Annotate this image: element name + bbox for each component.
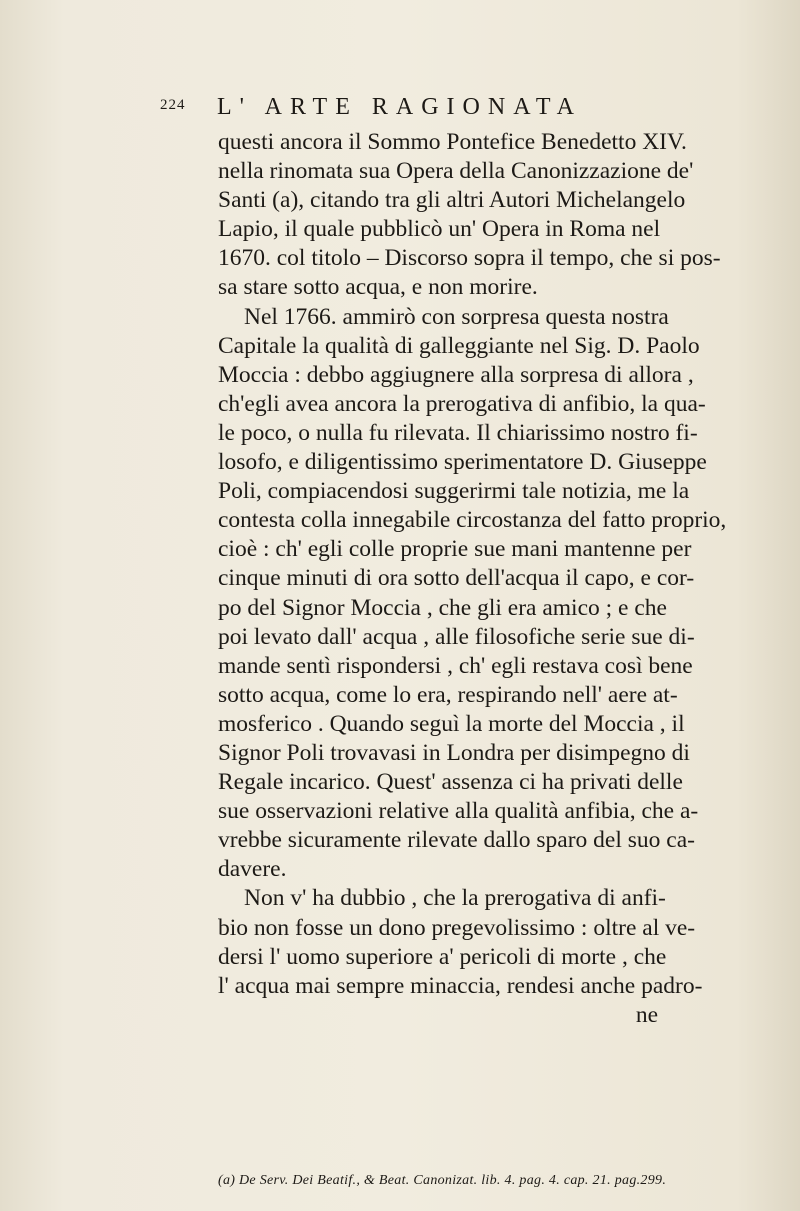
body-line: cioè : ch' egli colle proprie sue mani mantenne per	[218, 536, 692, 563]
body-line: dersi l' uomo superiore a' pericoli di morte , che	[218, 943, 667, 970]
body-line: bio non fosse un dono pregevolissimo : oltre al ve-	[218, 914, 696, 941]
body-line: sotto acqua, come lo era, respirando nell' aere at-	[218, 681, 678, 708]
body-line: ne	[635, 1001, 658, 1028]
body-line: Regale incarico. Quest' assenza ci ha privati delle	[218, 769, 683, 796]
body-line: poi levato dall' acqua , alle filosofiche serie sue di-	[218, 623, 695, 650]
body-line: Poli, compiacendosi suggerirmi tale notizia, me la	[218, 478, 690, 505]
body-line: ch'egli avea ancora la prerogativa di anfibio, la qua-	[218, 390, 706, 417]
body-line: 1670. col titolo – Discorso sopra il tempo, che si pos-	[218, 245, 721, 272]
page-number: 224	[160, 97, 186, 113]
body-line: le poco, o nulla fu rilevata. Il chiarissimo nostro fi-	[218, 419, 698, 446]
body-line: contesta colla innegabile circostanza del fatto proprio,	[218, 507, 727, 534]
body-text	[218, 128, 727, 1030]
body-line: Capitale la qualità di galleggiante nel Sig. D. Paolo	[218, 332, 700, 359]
body-line: nella rinomata sua Opera della Canonizzazione de'	[218, 158, 694, 185]
body-line: Non v' ha dubbio , che la prerogativa di anfi-	[244, 885, 666, 912]
body-line: Moccia : debbo aggiugnere alla sorpresa di allora ,	[218, 361, 694, 388]
body-line: cinque minuti di ora sotto dell'acqua il capo, e cor-	[218, 565, 695, 592]
body-line: davere.	[218, 856, 287, 883]
running-title: L' ARTE RAGIONATA	[217, 94, 582, 120]
body-line: losofo, e diligentissimo sperimentatore D. Giuseppe	[218, 449, 707, 476]
body-line: Santi (a), citando tra gli altri Autori Michelangelo	[218, 187, 686, 214]
body-line: po del Signor Moccia , che gli era amico ; e che	[218, 594, 667, 621]
body-line: Nel 1766. ammirò con sorpresa questa nostra	[244, 303, 669, 330]
body-line: mosferico . Quando seguì la morte del Moccia , il	[218, 710, 685, 737]
body-line: questi ancora il Sommo Pontefice Benedetto XIV.	[218, 129, 687, 155]
body-line: l' acqua mai sempre minaccia, rendesi anche padro-	[218, 972, 703, 999]
footnote: (a) De Serv. Dei Beatif., & Beat. Canonizat. lib. 4. pag. 4. cap. 21. pag.299.	[218, 1173, 667, 1188]
body-line: sue osservazioni relative alla qualità anfibia, che a-	[218, 798, 699, 825]
body-line: sa stare sotto acqua, e non morire.	[218, 274, 538, 301]
body-line: mande sentì rispondersi , ch' egli restava così bene	[218, 652, 693, 679]
body-line: Signor Poli trovavasi in Londra per disimpegno di	[218, 739, 690, 766]
body-line: vrebbe sicuramente rilevate dallo sparo del suo ca-	[218, 827, 695, 854]
body-line: Lapio, il quale pubblicò un' Opera in Roma nel	[218, 216, 661, 243]
